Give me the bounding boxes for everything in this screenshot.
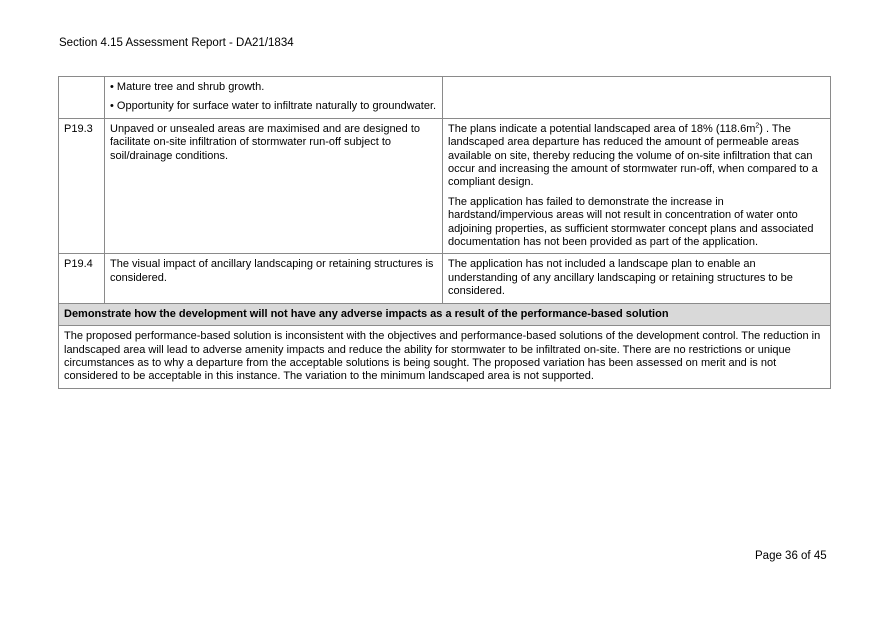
assessment-table xyxy=(58,76,831,389)
response-text: ) . The landscaped area departure has reduced the amount of permeable areas available on site, thereby reducing the volume of on-site infiltration that can occur and increasing the amount of stormwater run-off, when compared to a compliant design. xyxy=(448,122,818,189)
response-paragraph: The application has failed to demonstrate the increase in hardstand/impervious areas will not result in concentration of water onto adjoining properties, as sufficient stormwater concept plans and associated documentation has not been provided as part of the application. xyxy=(448,195,814,249)
table-row-conclusion xyxy=(59,326,831,389)
criterion-cell: The visual impact of ancillary landscaping or retaining structures is considered. xyxy=(105,254,443,303)
response-text: The plans indicate a potential landscaped area of 18% (118.6m xyxy=(448,122,756,135)
criterion-cell: Unpaved or unsealed areas are maximised and are designed to facilitate on-site infiltration of stormwater run-off subject to soil/drainage conditions. xyxy=(105,118,443,254)
superscript: 2 xyxy=(755,122,760,130)
table-row-heading xyxy=(59,303,831,325)
table-row-p19-4 xyxy=(59,254,831,303)
report-header: Section 4.15 Assessment Report - DA21/1834 xyxy=(59,37,294,49)
ref-cell: P19.4 xyxy=(59,254,105,303)
table-row-p19-3 xyxy=(59,118,831,254)
section-heading: Demonstrate how the development will not have any adverse impacts as a result of the performance-based solution xyxy=(59,303,831,325)
response-cell-empty xyxy=(443,77,831,119)
conclusion-text: The proposed performance-based solution is inconsistent with the objectives and performance-based solutions of the development control. The reduction in landscaped area will lead to adverse amenity impacts and reduce the ability for stormwater to be infiltrated on-site. There are no restrictions or unique circumstances as to why a departure from the acceptable solutions is being sought. The proposed variation has been assessed on merit and is not considered to be acceptable in this instance. The variation to the minimum landscaped area is not supported. xyxy=(59,326,831,389)
ref-cell-empty xyxy=(59,77,105,119)
response-paragraph xyxy=(448,123,825,190)
table-row-continuation xyxy=(59,77,831,119)
page-number: Page 36 of 45 xyxy=(755,550,827,562)
response-cell: The application has not included a landscape plan to enable an understanding of any ancillary landscaping or retaining structures to be considered. xyxy=(443,254,831,303)
response-cell xyxy=(443,118,831,254)
ref-cell: P19.3 xyxy=(59,118,105,254)
bullet-item: • Opportunity for surface water to infiltrate naturally to groundwater. xyxy=(110,100,437,113)
criterion-cell xyxy=(105,77,443,119)
bullet-item: • Mature tree and shrub growth. xyxy=(110,81,265,93)
